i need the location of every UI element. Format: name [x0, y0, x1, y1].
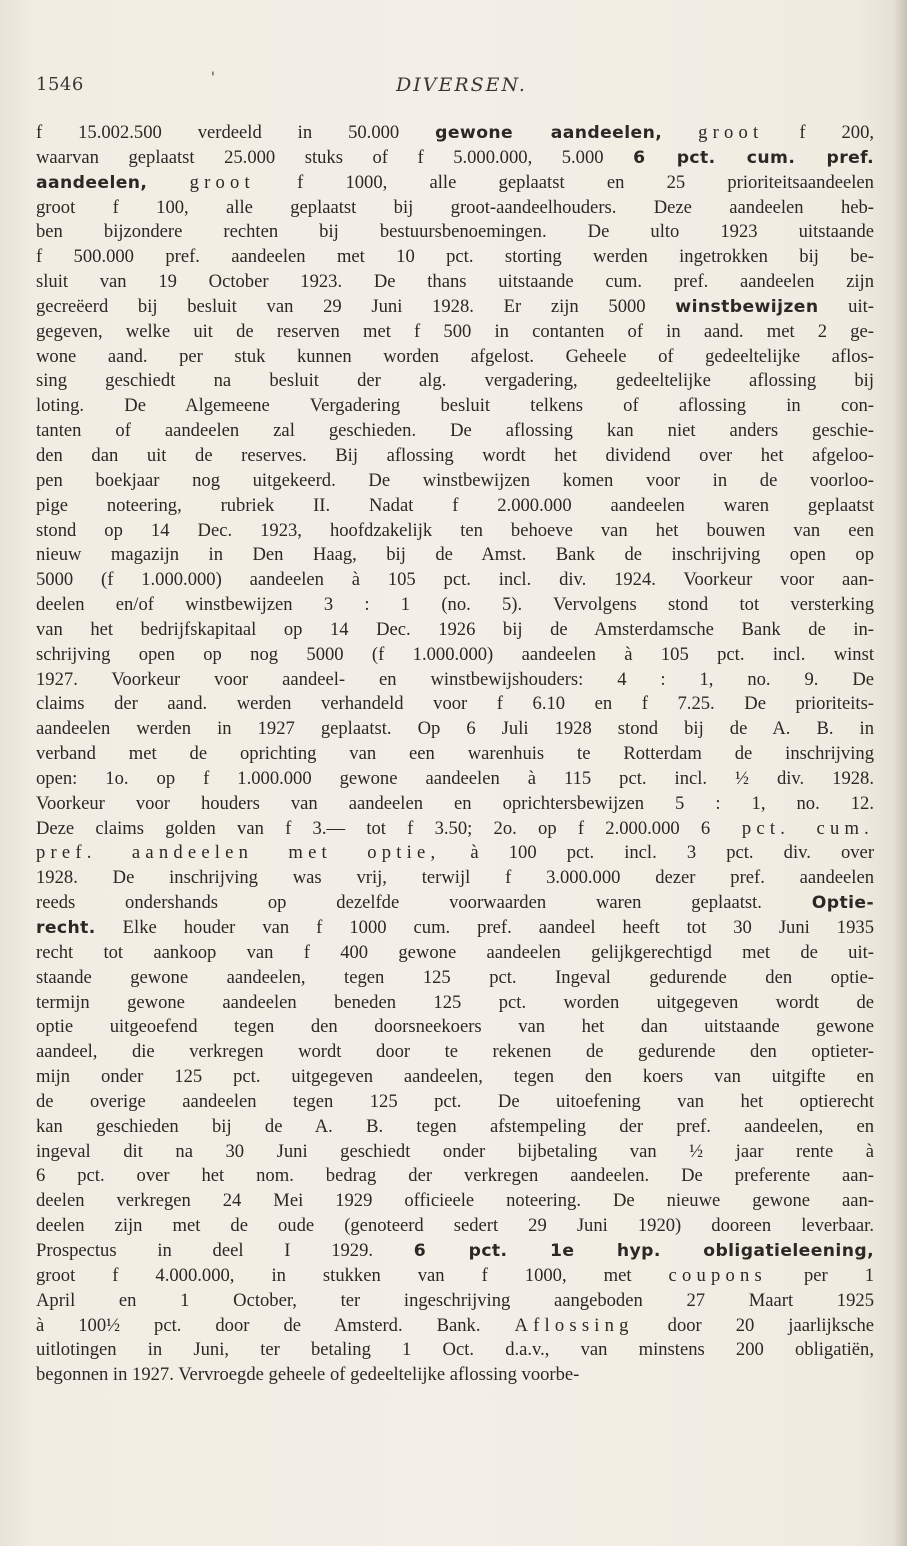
text-segment: per 1 — [766, 1264, 874, 1286]
text-segment: uit- — [818, 295, 874, 317]
text-line — [36, 767, 874, 792]
text-line — [36, 320, 874, 345]
text-segment: ben bijzondere rechten bij bestuursbenoemingen. De ulto 1923 uitstaande — [36, 221, 874, 243]
body-text — [36, 121, 874, 1388]
emphasized-term: gewone aandeelen, — [435, 123, 663, 143]
text-line — [36, 543, 874, 568]
text-line — [36, 419, 874, 444]
text-segment: uitlotingen in Juni, ter betaling 1 Oct. d.a.v., van minstens 200 obligatiën, — [36, 1339, 874, 1361]
text-line — [36, 245, 874, 270]
text-segment: gegeven, welke uit de reserven met f 500 in contanten of in aand. met 2 ge- — [36, 320, 874, 342]
text-line — [36, 196, 874, 221]
text-segment: termijn gewone aandeelen beneden 125 pct. worden uitgegeven wordt de — [36, 991, 874, 1013]
text-segment: 5000 (f 1.000.000) aandeelen à 105 pct. incl. div. 1924. Voorkeur voor aan- — [36, 569, 874, 591]
text-segment: aandeelen werden in 1927 geplaatst. Op 6 Juli 1928 stond bij de A. B. in — [36, 718, 874, 740]
spaced-term: groot — [189, 171, 255, 193]
text-segment: van het bedrijfskapitaal op 14 Dec. 1926 bij de Amsterdamsche Bank de in- — [36, 618, 874, 640]
text-line — [36, 1289, 874, 1314]
text-line — [36, 916, 874, 941]
text-line — [36, 469, 874, 494]
text-line — [36, 817, 874, 842]
text-line — [36, 1040, 874, 1065]
text-line — [36, 941, 874, 966]
text-segment: Deze claims golden van f 3.— tot f 3.50; 2o. op f 2.000.000 — [36, 817, 701, 839]
text-line — [36, 1115, 874, 1140]
header-mark: ' — [211, 70, 215, 86]
text-line — [36, 1140, 874, 1165]
text-segment: sluit van 19 October 1923. De thans uitstaande cum. pref. aandeelen zijn — [36, 271, 874, 293]
text-segment: nieuw magazijn in Den Haag, bij de Amst. Bank de inschrijving open op — [36, 544, 874, 566]
text-line — [36, 345, 874, 370]
text-line — [36, 1214, 874, 1239]
text-line — [36, 1015, 874, 1040]
text-line — [36, 519, 874, 544]
text-segment: loting. De Algemeene Vergadering besluit telkens of aflossing in con- — [36, 395, 874, 417]
text-segment: ingeval dit na 30 Juni geschiedt onder bijbetaling van ½ jaar rente à — [36, 1140, 874, 1162]
text-line — [36, 1264, 874, 1289]
text-segment: reeds ondershands op dezelfde voorwaarden waren geplaatst. — [36, 892, 812, 914]
text-segment: begonnen in 1927. Vervroegde geheele of gedeeltelijke aflossing voorbe- — [36, 1364, 580, 1386]
text-segment: optie uitgeoefend tegen den doorsneekoers van het dan uitstaande gewone — [36, 1016, 874, 1038]
text-line — [36, 841, 874, 866]
text-segment: verband met de oprichting van een warenhuis te Rotterdam de inschrijving — [36, 743, 874, 765]
text-segment: recht tot aankoop van f 400 gewone aandeelen gelijkgerechtigd met de uit- — [36, 941, 874, 963]
spaced-term: groot — [698, 122, 764, 143]
text-line — [36, 792, 874, 817]
text-segment: open: 1o. op f 1.000.000 gewone aandeelen à 115 pct. incl. ½ div. 1928. — [36, 767, 874, 789]
text-line — [36, 1090, 874, 1115]
text-segment: Prospectus in deel I 1929. — [36, 1239, 414, 1261]
text-segment: pige noteering, rubriek II. Nadat f 2.000.000 aandeelen waren geplaatst — [36, 494, 874, 516]
text-segment: groot f 4.000.000, in stukken van f 1000, met — [36, 1264, 669, 1286]
page-number: 1546 — [36, 74, 84, 95]
text-segment: door 20 jaarlijksche — [633, 1314, 874, 1336]
text-segment: 1927. Voorkeur voor aandeel- en winstbewijshouders: 4 : 1, no. 9. De — [36, 668, 874, 690]
text-line — [36, 891, 874, 916]
text-segment: den dan uit de reserves. Bij aflossing wordt het dividend over het afgeloo- — [36, 444, 874, 466]
text-segment: f 15.002.500 verdeeld in 50.000 — [36, 122, 436, 143]
text-segment: waarvan geplaatst 25.000 stuks of f 5.000.000, 5.000 — [36, 146, 634, 168]
text-line — [36, 668, 874, 693]
text-segment: April en 1 October, ter ingeschrijving aangeboden 27 Maart 1925 — [36, 1289, 874, 1311]
text-line — [36, 568, 874, 593]
text-segment: stond op 14 Dec. 1923, hoofdzakelijk ten behoeve van het bouwen van een — [36, 519, 874, 541]
text-line — [36, 270, 874, 295]
text-line — [36, 1338, 874, 1363]
text-segment: tanten of aandeelen zal geschieden. De aflossing kan niet anders geschie- — [36, 420, 874, 442]
text-line — [36, 444, 874, 469]
text-line — [36, 866, 874, 891]
text-line — [36, 1363, 874, 1388]
text-line — [36, 1239, 874, 1264]
text-line — [36, 369, 874, 394]
running-head: DIVERSEN. — [396, 74, 527, 96]
text-line — [36, 618, 874, 643]
text-segment: Elke houder van f 1000 cum. pref. aandeel heeft tot 30 Juni 1935 — [95, 917, 874, 938]
text-line — [36, 717, 874, 742]
text-segment: mijn onder 125 pct. uitgegeven aandeelen, tegen den koers van uitgifte en — [36, 1066, 874, 1088]
text-segment: f 200, — [763, 122, 875, 143]
emphasized-term: winstbewijzen — [675, 296, 819, 317]
text-segment: à 100½ pct. door de Amsterd. Bank. — [36, 1314, 515, 1336]
text-segment: à 100 pct. incl. 3 pct. div. over — [440, 842, 875, 864]
emphasized-term: Optie- — [811, 893, 874, 914]
page-header — [36, 70, 874, 102]
spaced-term: Aflossing — [514, 1314, 634, 1336]
text-line — [36, 593, 874, 618]
text-segment — [147, 172, 189, 193]
emphasized-term: 6 pct. 1e hyp. obligatieleening, — [413, 1240, 874, 1261]
text-line — [36, 966, 874, 991]
text-segment: deelen verkregen 24 Mei 1929 officieele noteering. De nieuwe gewone aan- — [36, 1190, 874, 1212]
text-segment: gecreëerd bij besluit van 29 Juni 1928. Er zijn 5000 — [36, 295, 676, 317]
text-line — [36, 1189, 874, 1214]
text-segment: aandeel, die verkregen wordt door te rekenen de gedurende den optieter- — [36, 1041, 874, 1063]
text-line — [36, 494, 874, 519]
text-line — [36, 692, 874, 717]
text-segment: deelen en/of winstbewijzen 3 : 1 (no. 5). Vervolgens stond tot versterking — [36, 594, 874, 616]
text-line — [36, 295, 874, 320]
emphasized-term: aandeelen, — [36, 172, 148, 193]
text-segment: Voorkeur voor houders van aandeelen en oprichtersbewijzen 5 : 1, no. 12. — [36, 792, 874, 814]
text-segment: wone aand. per stuk kunnen worden afgelost. Geheele of gedeeltelijke aflos- — [36, 345, 874, 367]
text-line — [36, 171, 874, 196]
text-segment: 1928. De inschrijving was vrij, terwijl f 3.000.000 dezer pref. aandeelen — [36, 867, 874, 889]
text-segment: f 500.000 pref. aandeelen met 10 pct. storting werden ingetrokken bij be- — [36, 246, 874, 268]
text-segment: groot f 100, alle geplaatst bij groot-aandeelhouders. Deze aandeelen heb- — [36, 196, 874, 218]
text-segment: pen boekjaar nog uitgekeerd. De winstbewijzen komen voor in de voorloo- — [36, 469, 874, 491]
spaced-term: coupons — [668, 1264, 767, 1286]
scan-edge-shadow — [893, 0, 907, 1546]
text-line — [36, 220, 874, 245]
text-line — [36, 991, 874, 1016]
text-segment — [662, 122, 698, 143]
spaced-term: pref. aandeelen met optie, — [36, 842, 441, 864]
text-line — [36, 643, 874, 668]
text-segment: de overige aandeelen tegen 125 pct. De uitoefening van het optierecht — [36, 1090, 874, 1112]
text-line — [36, 1065, 874, 1090]
text-segment: staande gewone aandeelen, tegen 125 pct. Ingeval gedurende den optie- — [36, 966, 874, 988]
text-segment: schrijving open op nog 5000 (f 1.000.000) aandeelen à 105 pct. incl. winst — [36, 643, 874, 665]
text-segment: deelen zijn met de oude (genoteerd sedert 29 Juni 1920) dooreen leverbaar. — [36, 1215, 874, 1237]
text-line — [36, 394, 874, 419]
text-line — [36, 1314, 874, 1339]
text-line — [36, 1164, 874, 1189]
spaced-term: 6 pct. cum. — [700, 817, 874, 839]
text-segment: kan geschieden bij de A. B. tegen afstempeling der pref. aandeelen, en — [36, 1115, 874, 1137]
text-line — [36, 121, 874, 146]
emphasized-term: 6 pct. cum. pref. — [633, 147, 875, 168]
text-segment: sing geschiedt na besluit der alg. vergadering, gedeeltelijke aflossing bij — [36, 370, 874, 392]
text-segment: f 1000, alle geplaatst en 25 prioriteitsaandeelen — [254, 171, 874, 193]
text-segment: claims der aand. werden verhandeld voor f 6.10 en f 7.25. De prioriteits- — [36, 693, 874, 715]
emphasized-term: recht. — [36, 918, 96, 938]
text-segment: 6 pct. over het nom. bedrag der verkregen aandeelen. De preferente aan- — [36, 1165, 874, 1187]
text-line — [36, 742, 874, 767]
text-line — [36, 146, 874, 171]
